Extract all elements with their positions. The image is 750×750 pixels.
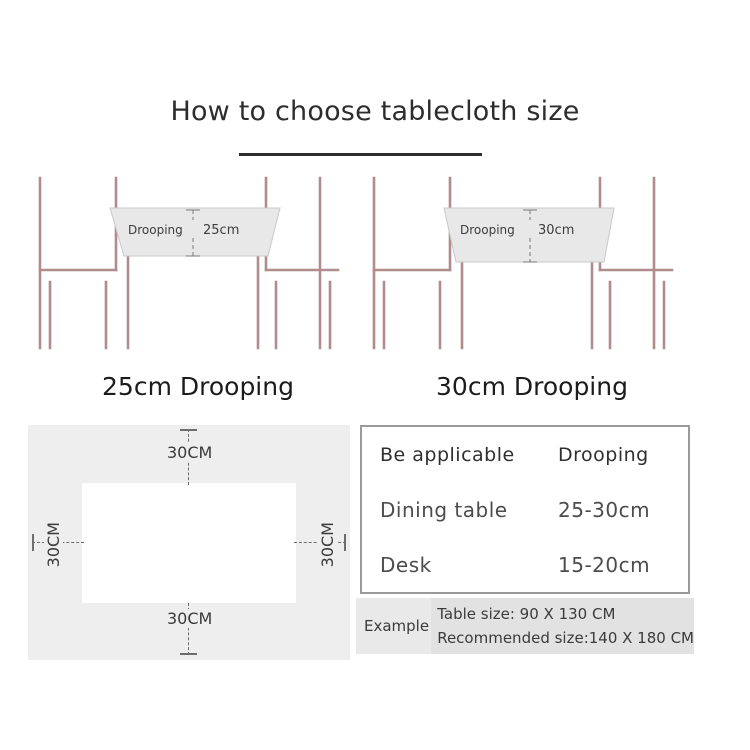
example-recommended-size: Recommended size:140 X 180 CM — [437, 629, 694, 647]
example-band — [356, 598, 694, 654]
applicability-table — [360, 425, 690, 594]
dim-label-bottom: 30CM — [164, 609, 215, 628]
example-label: Example — [364, 617, 430, 635]
example-values — [431, 598, 694, 654]
header-applicable: Be applicable — [380, 443, 515, 466]
tick-left — [32, 534, 34, 551]
table-row — [362, 482, 688, 537]
caption-25cm: 25cm Drooping — [102, 372, 294, 401]
table-header-row — [362, 427, 688, 482]
dim-label-left: 30CM — [44, 519, 63, 570]
tick-right — [344, 534, 346, 551]
tick-bottom — [180, 653, 197, 655]
table-row — [362, 537, 688, 592]
dim-label-right: 30CM — [318, 519, 337, 570]
table-surface-area — [82, 483, 296, 603]
tick-top — [180, 429, 197, 431]
row-desk-value: 15-20cm — [558, 552, 651, 577]
drooping-value-right: 30cm — [538, 223, 575, 238]
table-chairs-diagram-left — [28, 170, 368, 370]
example-table-size: Table size: 90 X 130 CM — [437, 605, 616, 623]
illustration-25cm — [28, 170, 368, 370]
table-chairs-diagram-right — [362, 170, 702, 370]
row-desk-label: Desk — [380, 552, 432, 577]
drooping-label-left: Drooping — [128, 223, 183, 237]
title-underline — [239, 153, 482, 156]
row-dining-table-value: 25-30cm — [558, 497, 651, 522]
page-title: How to choose tablecloth size — [170, 96, 580, 127]
drooping-label-right: Drooping — [460, 223, 515, 237]
row-dining-table-label: Dining table — [380, 497, 508, 522]
illustration-30cm — [362, 170, 702, 370]
drooping-value-left: 25cm — [203, 223, 240, 238]
caption-30cm: 30cm Drooping — [436, 372, 628, 401]
size-diagram — [28, 425, 350, 660]
header-drooping: Drooping — [558, 443, 649, 466]
dim-label-top: 30CM — [164, 443, 215, 462]
